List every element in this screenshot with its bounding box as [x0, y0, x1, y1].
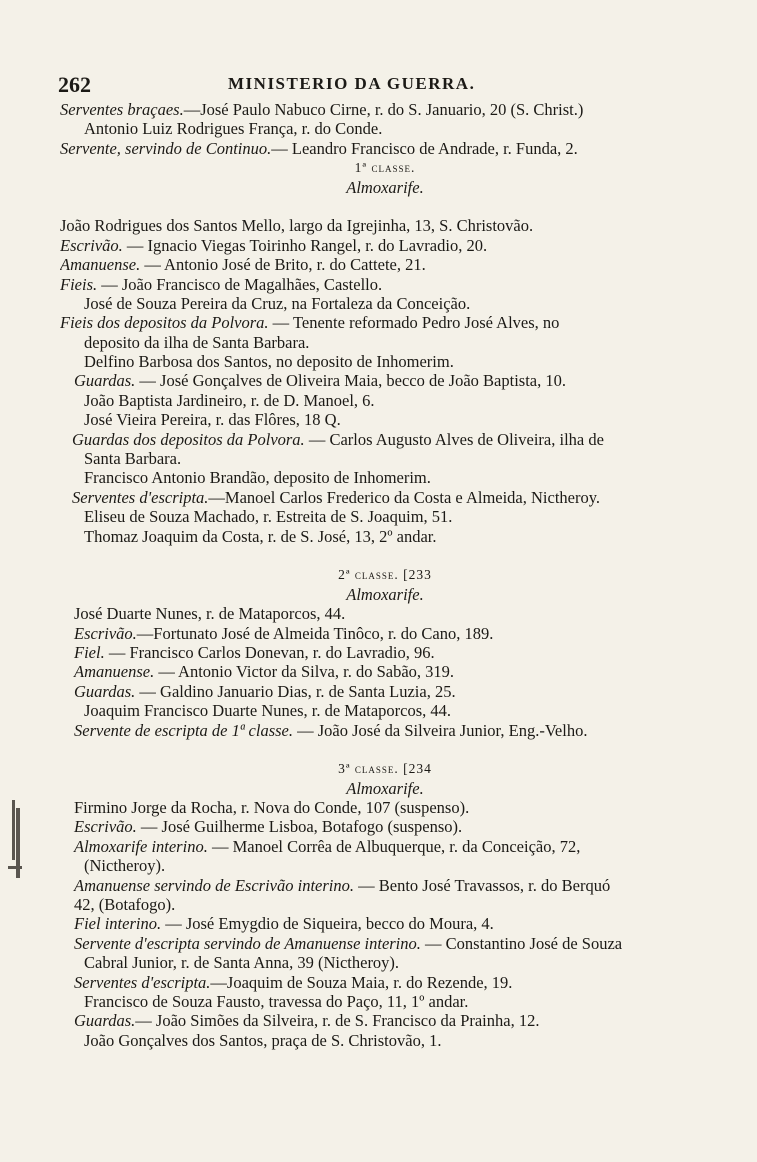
binding-mark	[6, 800, 24, 885]
text-line: Guardas. — José Gonçalves de Oliveira Maia, becco de João Baptista, 10.	[74, 371, 566, 391]
text-line: Guardas. — Galdino Januario Dias, r. de Santa Luzia, 25.	[74, 681, 456, 701]
text-line: Joaquim Francisco Duarte Nunes, r. de Mataporcos, 44.	[84, 701, 452, 721]
text-line: José Vieira Pereira, r. das Flôres, 18 Q.	[84, 410, 341, 430]
subsection-heading: Almoxarife.	[346, 177, 424, 197]
text-line: João Baptista Jardineiro, r. de D. Manoel, 6.	[84, 390, 375, 410]
text-line: Delfino Barbosa dos Santos, no deposito de Inhomerim.	[84, 352, 454, 372]
text-line: João Gonçalves dos Santos, praça de S. Christovão, 1.	[84, 1030, 442, 1050]
page-header	[58, 72, 718, 97]
page-number: 262	[58, 72, 91, 97]
text-line: Antonio Luiz Rodrigues França, r. do Conde.	[84, 119, 383, 139]
text-line: Fieis dos depositos da Polvora. — Tenente reformado Pedro José Alves, no	[60, 313, 560, 333]
text-line: Eliseu de Souza Machado, r. Estreita de S. Joaquim, 51.	[84, 507, 453, 527]
text-line: Francisco Antonio Brandão, deposito de Inhomerim.	[84, 468, 431, 488]
subsection-heading: Almoxarife.	[346, 584, 424, 604]
text-line: Servente d'escripta servindo de Amanuense interino. — Constantino José de Souza	[74, 933, 623, 953]
running-head: MINISTERIO DA GUERRA.	[228, 74, 476, 93]
text-line: (Nictheroy).	[84, 856, 166, 876]
text-line: Escrivão. — José Guilherme Lisboa, Botafogo (suspenso).	[74, 817, 463, 837]
text-line: deposito da ilha de Santa Barbara.	[84, 332, 310, 352]
section-heading: 3ª classe. [234	[338, 761, 432, 777]
text-line: Escrivão. — Ignacio Viegas Toirinho Rangel, r. do Lavradio, 20.	[60, 235, 488, 255]
text-line: 42, (Botafogo).	[74, 895, 176, 915]
text-line: Firmino Jorge da Rocha, r. Nova do Conde, 107 (suspenso).	[74, 798, 470, 818]
text-line: Fieis. — João Francisco de Magalhães, Castello.	[60, 274, 383, 294]
text-line: Fiel interino. — José Emygdio de Siqueira, becco do Moura, 4.	[74, 914, 494, 934]
text-line: Guardas dos depositos da Polvora. — Carlos Augusto Alves de Oliveira, ilha de	[72, 429, 604, 449]
text-line: João Rodrigues dos Santos Mello, largo da Igrejinha, 13, S. Christovão.	[60, 216, 534, 236]
text-line: José Duarte Nunes, r. de Mataporcos, 44.	[74, 604, 346, 624]
text-line: Francisco de Souza Fausto, travessa do Paço, 11, 1º andar.	[84, 991, 469, 1011]
text-line: Almoxarife interino. — Manoel Corrêa de Albuquerque, r. da Conceição, 72,	[74, 836, 581, 856]
text-line: Amanuense. — Antonio José de Brito, r. do Cattete, 21.	[60, 255, 426, 275]
section-heading: 1ª classe.	[354, 160, 416, 176]
text-line: Amanuense. — Antonio Victor da Silva, r. do Sabão, 319.	[74, 662, 455, 682]
text-line: Guardas.— João Simões da Silveira, r. de S. Francisco da Prainha, 12.	[74, 1011, 540, 1031]
text-line: Fiel. — Francisco Carlos Donevan, r. do Lavradio, 96.	[74, 642, 435, 662]
text-line: Santa Barbara.	[84, 449, 182, 469]
subsection-heading: Almoxarife.	[346, 778, 424, 798]
text-line: José de Souza Pereira da Cruz, na Fortaleza da Conceição.	[84, 293, 471, 313]
text-line: Escrivão.—Fortunato José de Almeida Tinôco, r. do Cano, 189.	[74, 623, 494, 643]
text-line: Cabral Junior, r. de Santa Anna, 39 (Nictheroy).	[84, 953, 400, 973]
text-line: Serventes d'escripta.—Manoel Carlos Frederico da Costa e Almeida, Nictheroy.	[72, 487, 601, 507]
section-heading: 2ª classe. [233	[338, 567, 432, 583]
text-line: Thomaz Joaquim da Costa, r. de S. José, 13, 2º andar.	[84, 526, 437, 546]
text-line: Amanuense servindo de Escrivão interino. — Bento José Travassos, r. do Berquó	[74, 875, 611, 895]
page-body	[60, 100, 710, 1050]
text-line: Servente de escripta de 1ª classe. — João José da Silveira Junior, Eng.-Velho.	[74, 720, 588, 740]
text-line: Serventes d'escripta.—Joaquim de Souza Maia, r. do Rezende, 19.	[74, 972, 513, 992]
text-line: Serventes braçaes.—José Paulo Nabuco Cirne, r. do S. Januario, 20 (S. Christ.)	[60, 100, 584, 119]
text-line: Servente, servindo de Continuo.— Leandro Francisco de Andrade, r. Funda, 2.	[60, 138, 578, 158]
